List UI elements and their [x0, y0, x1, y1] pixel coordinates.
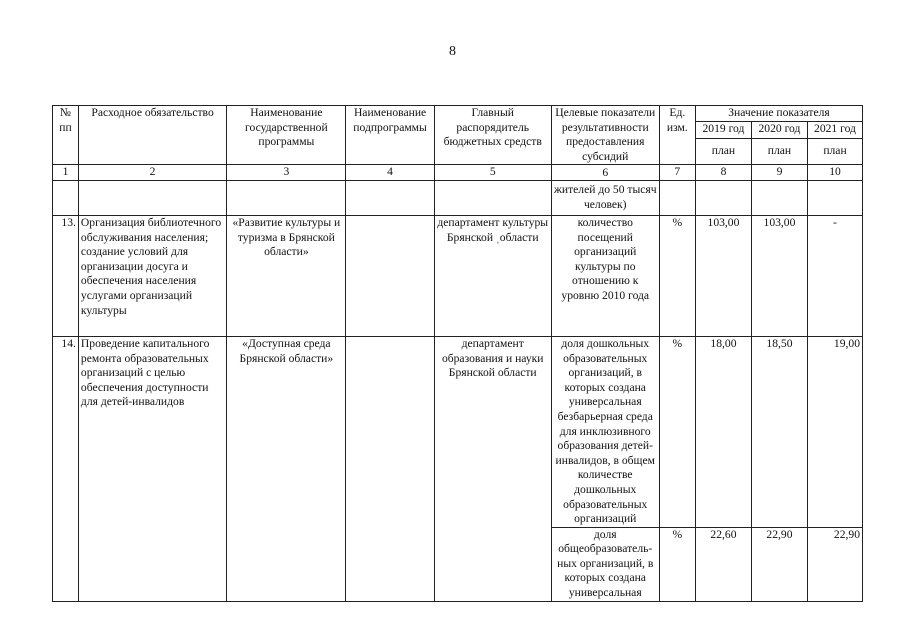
header-indicator-value: Значение показателя	[695, 106, 862, 122]
row-number: 13.	[53, 215, 79, 336]
row-manager: департамент культуры Брянской ˌобласти	[434, 215, 551, 336]
header-plan-2021: план	[807, 138, 862, 165]
header-subprogram: Наименование подпрограммы	[346, 106, 434, 165]
page-number: 8	[449, 44, 456, 59]
table-row	[53, 336, 863, 527]
row-subprogram	[346, 336, 434, 601]
header-plan-2019: план	[695, 138, 751, 165]
indicator-table	[52, 105, 863, 602]
row-number: 14.	[53, 336, 79, 601]
row-program: «Доступная среда Брянской области»	[227, 336, 346, 601]
row-unit: %	[659, 215, 695, 336]
row-indicator: количество посещений организаций культуры по отношению к уровню 2010 года	[551, 215, 659, 336]
row-obligation: Организация библиотечного обслуживания населения; создание условий для организации досуга и обеспечения населения услугами организаций культуры	[78, 215, 226, 336]
header-plan-2020: план	[751, 138, 807, 165]
header-manager: Главный распорядитель бюджетных средств	[434, 106, 551, 165]
column-number: 3	[227, 165, 346, 181]
row-manager: департамент образования и науки Брянской области	[434, 336, 551, 601]
column-number	[551, 165, 659, 181]
cell	[346, 180, 434, 215]
row-unit: %	[659, 527, 695, 601]
column-number: 9	[751, 165, 807, 181]
column-number: 7	[659, 165, 695, 181]
row-program: «Развитие культуры и туризма в Брянской области»	[227, 215, 346, 336]
table-row	[53, 215, 863, 336]
row-value-2019: 22,60	[695, 527, 751, 601]
header-row	[53, 106, 863, 122]
column-number: 10	[807, 165, 862, 181]
cell	[53, 180, 79, 215]
column-number: 8	[695, 165, 751, 181]
column-number-label: 6	[602, 165, 609, 179]
row-obligation: Проведение капитального ремонта образовательных организаций с целью обеспечения доступности для детей-инвалидов	[78, 336, 226, 601]
cell	[695, 180, 751, 215]
column-number: 1	[53, 165, 79, 181]
row-value-2020: 103,00	[751, 215, 807, 336]
header-program: Наименование государственной программы	[227, 106, 346, 165]
cell	[751, 180, 807, 215]
row-value-2019: 18,00	[695, 336, 751, 527]
row-indicator: доля дошкольных образовательных организаций, в которых создана универсальная безбарьерная среда для инклюзивного образования детей-инвалидов, в общем количестве дошкольных образовательных организаций	[551, 336, 659, 527]
cell	[659, 180, 695, 215]
row-indicator: доля общеобразователь-ных организаций, в которых создана универсальная	[551, 527, 659, 601]
continuation-text: жителей до 50 тысяч человек)	[551, 180, 659, 215]
column-number: 2	[78, 165, 226, 181]
row-unit: %	[659, 336, 695, 527]
header-obligation: Расходное обязательство	[78, 106, 226, 165]
row-value-2019: 103,00	[695, 215, 751, 336]
column-number: 4	[346, 165, 434, 181]
header-year-2020: 2020 год	[751, 122, 807, 138]
header-year-2021: 2021 год	[807, 122, 862, 138]
cell	[807, 180, 862, 215]
header-year-2019: 2019 год	[695, 122, 751, 138]
row-subprogram	[346, 215, 434, 336]
row-value-2020: 22,90	[751, 527, 807, 601]
cell	[78, 180, 226, 215]
header-num: № пп	[53, 106, 79, 165]
cell	[227, 180, 346, 215]
header-unit: Ед. изм.	[659, 106, 695, 165]
column-numbers-row	[53, 165, 863, 181]
cell	[434, 180, 551, 215]
row-value-2021: 19,00	[807, 336, 862, 527]
row-value-2021: -	[807, 215, 862, 336]
row-value-2021: 22,90	[807, 527, 862, 601]
continuation-row	[53, 180, 863, 215]
column-number: 5	[434, 165, 551, 181]
header-indicator: Целевые показатели результативности предоставления субсидий	[551, 106, 659, 165]
row-value-2020: 18,50	[751, 336, 807, 527]
